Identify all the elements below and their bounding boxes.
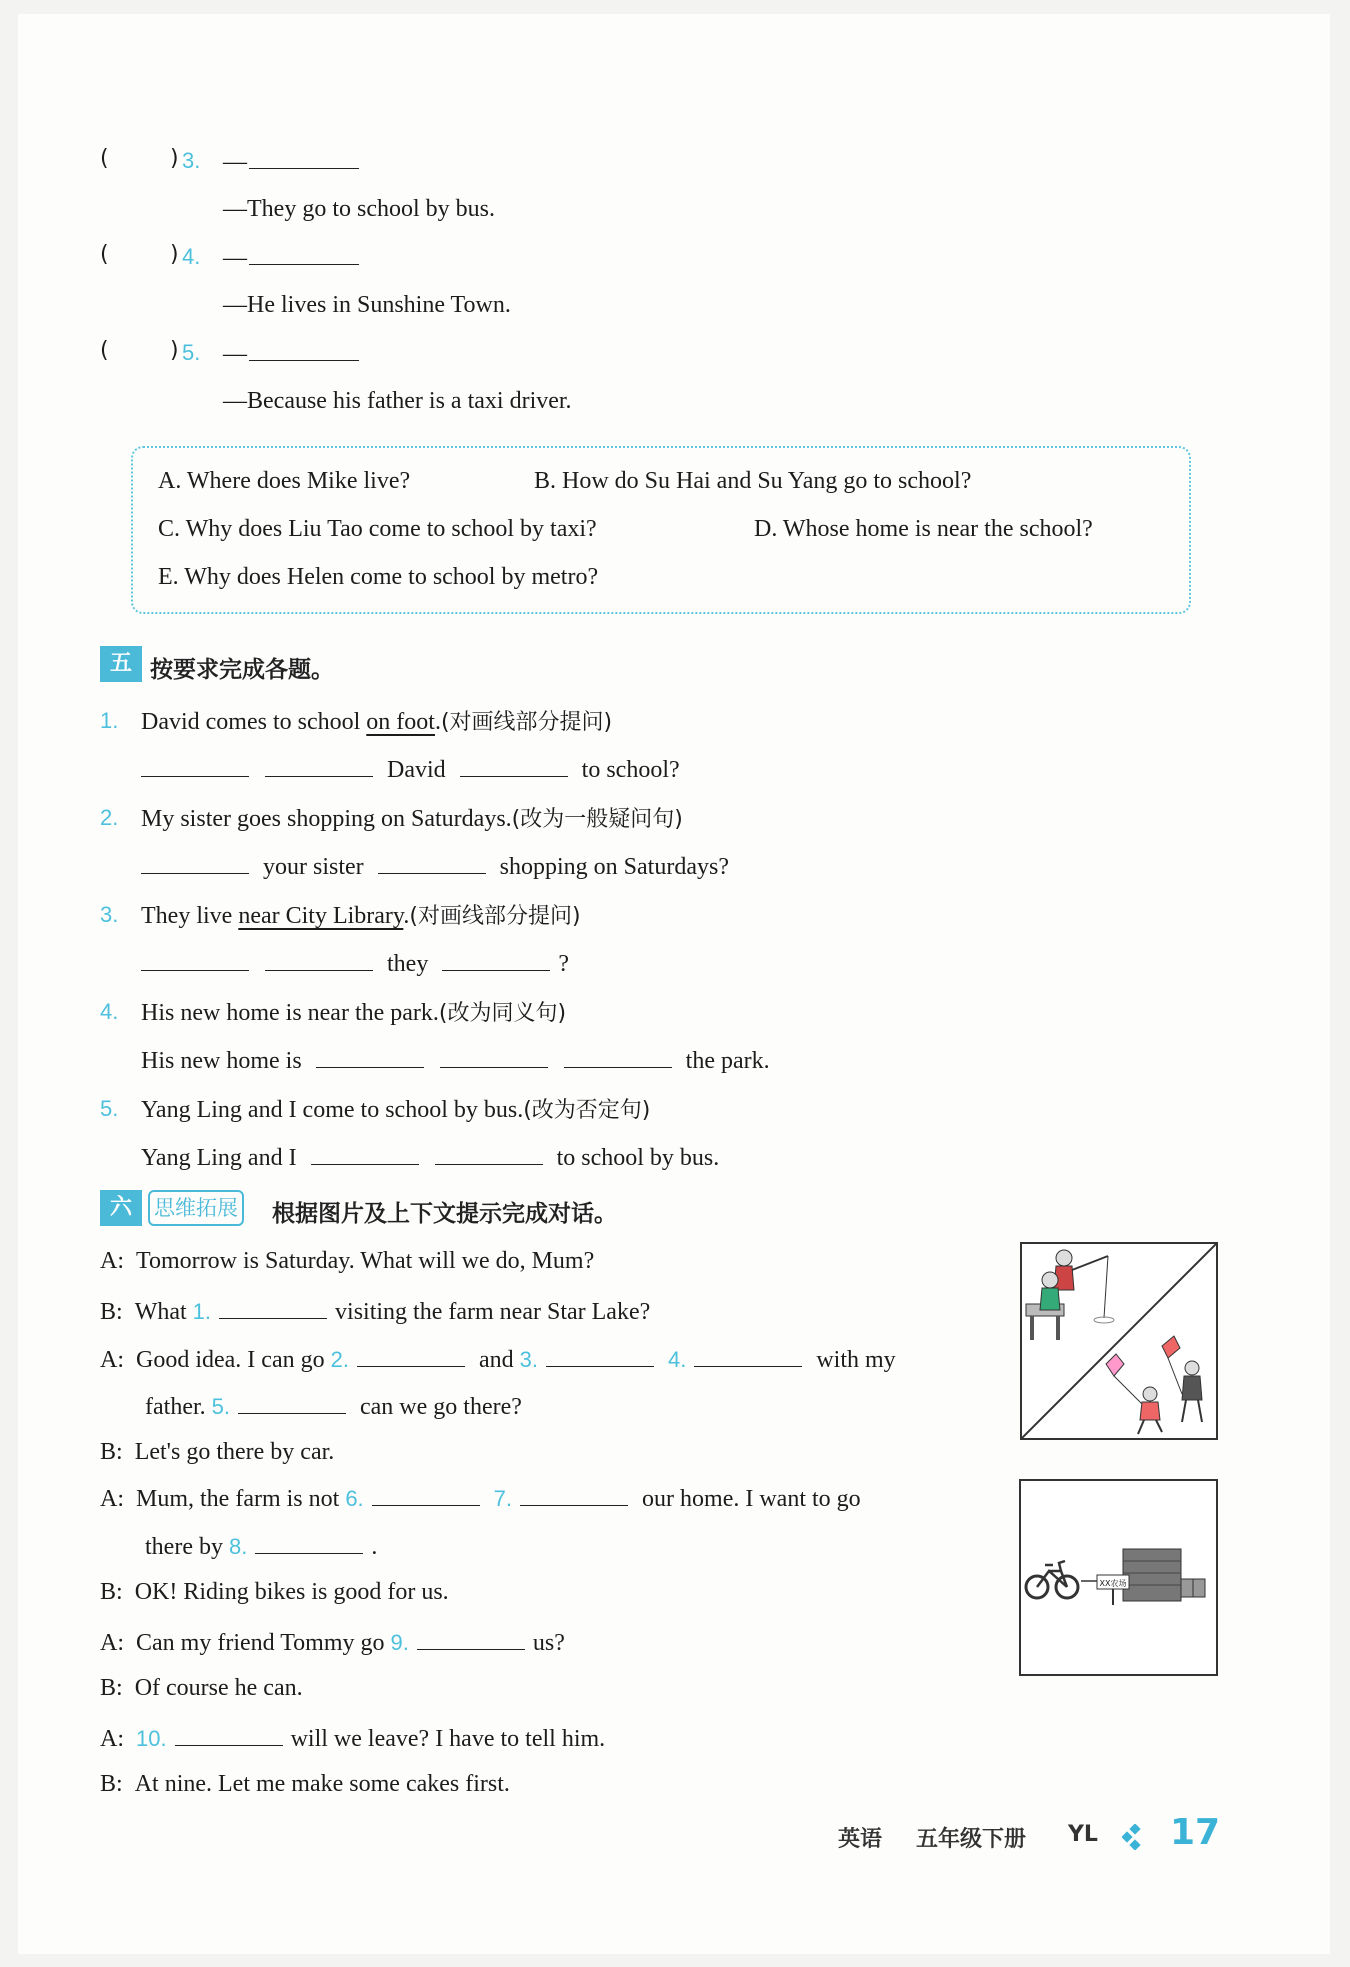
s5-q3-word-they: they bbox=[387, 951, 429, 977]
dialog-text: What bbox=[134, 1299, 187, 1325]
dialog-text: and bbox=[478, 1347, 514, 1373]
dialog-blank-2[interactable] bbox=[357, 1344, 465, 1367]
s5-q5-number: 5. bbox=[100, 1096, 119, 1121]
option-e: E. Why does Helen come to school by metro? bbox=[158, 564, 599, 590]
q4-question-line bbox=[223, 242, 367, 272]
footer-subject: 英语 bbox=[838, 1827, 883, 1852]
dialog-text: can we go there? bbox=[360, 1394, 522, 1420]
q5-paren-close: ) bbox=[170, 338, 179, 363]
q4-answer: —He lives in Sunshine Town. bbox=[223, 292, 511, 318]
s5-q5-text bbox=[141, 1093, 650, 1124]
blank-number-3: 3. bbox=[519, 1347, 538, 1372]
s5-q1-blank-1[interactable] bbox=[141, 754, 249, 777]
option-b: B. How do Su Hai and Su Yang go to school? bbox=[534, 468, 972, 494]
blank-number-7: 7. bbox=[493, 1486, 513, 1511]
blank-number-5: 5. bbox=[211, 1394, 230, 1419]
footer-grade: 五年级下册 bbox=[916, 1827, 1027, 1852]
options-box bbox=[131, 446, 1191, 614]
page-number: 17 bbox=[1170, 1812, 1221, 1853]
dialog-line-1 bbox=[100, 1248, 594, 1275]
blank-number-2: 2. bbox=[330, 1347, 349, 1372]
speaker-label: B: bbox=[100, 1299, 123, 1325]
blank-number-1: 1. bbox=[192, 1299, 212, 1324]
q3-dash: — bbox=[223, 149, 247, 175]
s5-q5-answer-line bbox=[141, 1142, 719, 1172]
option-c: C. Why does Liu Tao come to school by taxi? bbox=[158, 516, 597, 542]
s5-q1-answer-line bbox=[133, 754, 680, 784]
s5-q4-requirement: (改为同义句) bbox=[438, 1001, 567, 1026]
s5-q1-text-pre: David comes to school bbox=[141, 709, 367, 735]
s5-q4-text bbox=[141, 996, 566, 1027]
footer-edition: YL bbox=[1068, 1822, 1098, 1847]
speaker-label: B: bbox=[100, 1771, 123, 1797]
q3-answer: —They go to school by bus. bbox=[223, 196, 495, 222]
dialog-line-9 bbox=[100, 1627, 565, 1657]
s5-q4-answer-line bbox=[141, 1045, 770, 1075]
dialog-line-7 bbox=[145, 1531, 377, 1561]
s5-q3-question-mark: ? bbox=[558, 951, 569, 977]
s5-q2-blank-1[interactable] bbox=[141, 851, 249, 874]
section6-badge: 六 bbox=[100, 1190, 142, 1226]
s5-q5-suffix: to school by bus. bbox=[556, 1145, 720, 1171]
dialog-text: there by bbox=[145, 1534, 223, 1560]
section6-tag: 思维拓展 bbox=[148, 1190, 244, 1226]
speaker-label: A: bbox=[100, 1248, 124, 1274]
speaker-label: B: bbox=[100, 1579, 123, 1605]
dialog-blank-5[interactable] bbox=[238, 1391, 346, 1414]
speaker-label: B: bbox=[100, 1675, 123, 1701]
dialog-line-6 bbox=[100, 1483, 861, 1513]
speaker-label: A: bbox=[100, 1630, 124, 1656]
dialog-text: . bbox=[371, 1534, 378, 1560]
s5-q4-number: 4. bbox=[100, 999, 119, 1024]
s5-q5-requirement: (改为否定句) bbox=[523, 1098, 651, 1123]
q3-question-line bbox=[223, 146, 367, 176]
s5-q5-blank-2[interactable] bbox=[435, 1142, 543, 1165]
s5-q3-text bbox=[141, 899, 581, 930]
q3-blank[interactable] bbox=[249, 146, 359, 169]
section5-badge: 五 bbox=[100, 646, 142, 682]
q3-paren-open: ( bbox=[100, 146, 109, 171]
dialog-blank-9[interactable] bbox=[417, 1627, 525, 1650]
section6-title: 根据图片及上下文提示完成对话。 bbox=[272, 1201, 617, 1227]
diamond-logo-icon bbox=[1122, 1824, 1148, 1855]
farm-sign-text: XX农场 bbox=[1099, 1579, 1127, 1588]
s5-q4-sentence: His new home is near the park. bbox=[141, 1000, 439, 1026]
picture-fishing-kite bbox=[1020, 1242, 1218, 1440]
dialog-blank-1[interactable] bbox=[219, 1296, 327, 1319]
q3-paren-close: ) bbox=[170, 146, 179, 171]
dialog-line-11 bbox=[100, 1723, 605, 1753]
q3-number: 3. bbox=[182, 148, 201, 173]
dialog-line-8 bbox=[100, 1579, 449, 1606]
blank-number-4: 4. bbox=[667, 1347, 687, 1372]
dialog-text: us? bbox=[532, 1630, 565, 1656]
s5-q3-blank-2[interactable] bbox=[265, 948, 373, 971]
dialog-line-3 bbox=[100, 1344, 896, 1374]
s5-q1-text bbox=[141, 705, 612, 736]
dialog-line-12 bbox=[100, 1771, 510, 1798]
q4-blank[interactable] bbox=[249, 242, 359, 265]
s5-q1-blank-2[interactable] bbox=[265, 754, 373, 777]
q4-number: 4. bbox=[182, 244, 201, 269]
q4-paren-close: ) bbox=[170, 242, 179, 267]
q5-paren-open: ( bbox=[100, 338, 109, 363]
dialog-text: OK! Riding bikes is good for us. bbox=[134, 1579, 449, 1605]
dialog-text: Of course he can. bbox=[134, 1675, 303, 1701]
s5-q2-answer-line bbox=[133, 851, 729, 881]
dialog-line-4 bbox=[145, 1391, 522, 1421]
s5-q3-underlined: near City Library bbox=[238, 903, 404, 929]
dialog-blank-4[interactable] bbox=[694, 1344, 802, 1367]
dialog-line-5 bbox=[100, 1439, 334, 1466]
speaker-label: B: bbox=[100, 1439, 123, 1465]
s5-q4-blank-2[interactable] bbox=[440, 1045, 548, 1068]
s5-q2-word-2: shopping on Saturdays? bbox=[499, 854, 729, 880]
dialog-text: will we leave? I have to tell him. bbox=[290, 1726, 606, 1752]
dialog-text: Tomorrow is Saturday. What will we do, Mum? bbox=[136, 1248, 595, 1274]
blank-number-9: 9. bbox=[390, 1630, 409, 1655]
s5-q2-word-1: your sister bbox=[263, 854, 364, 880]
s5-q1-number: 1. bbox=[100, 708, 119, 733]
section5-title: 按要求完成各题。 bbox=[150, 657, 334, 683]
s5-q4-blank-3[interactable] bbox=[564, 1045, 672, 1068]
blank-number-10: 10. bbox=[136, 1726, 167, 1751]
s5-q3-requirement: (对画线部分提问) bbox=[409, 904, 581, 929]
dialog-text: Good idea. I can go bbox=[136, 1347, 325, 1373]
dialog-text: with my bbox=[816, 1347, 896, 1373]
fishing-kite-illustration bbox=[1022, 1244, 1216, 1438]
s5-q2-sentence: My sister goes shopping on Saturdays. bbox=[141, 806, 512, 832]
blank-number-6: 6. bbox=[345, 1486, 364, 1511]
bike-farm-illustration bbox=[1021, 1481, 1216, 1674]
q5-question-line bbox=[223, 338, 367, 368]
q5-answer: —Because his father is a taxi driver. bbox=[223, 388, 572, 414]
dialog-blank-8[interactable] bbox=[255, 1531, 363, 1554]
s5-q4-suffix: the park. bbox=[685, 1048, 770, 1074]
s5-q4-prefix: His new home is bbox=[141, 1048, 302, 1074]
s5-q1-word-end: to school? bbox=[581, 757, 680, 783]
dialog-text: Can my friend Tommy go bbox=[136, 1630, 385, 1656]
s5-q4-blank-1[interactable] bbox=[316, 1045, 424, 1068]
s5-q2-text bbox=[141, 802, 683, 833]
s5-q2-requirement: (改为一般疑问句) bbox=[511, 807, 683, 832]
dialog-text: father. bbox=[145, 1394, 206, 1420]
dialog-text: Mum, the farm is not bbox=[136, 1486, 340, 1512]
dialog-line-10 bbox=[100, 1675, 303, 1702]
dialog-blank-10[interactable] bbox=[175, 1723, 283, 1746]
option-a: A. Where does Mike live? bbox=[158, 468, 411, 494]
dialog-text: visiting the farm near Star Lake? bbox=[335, 1299, 651, 1325]
speaker-label: A: bbox=[100, 1726, 124, 1752]
q5-blank[interactable] bbox=[249, 338, 359, 361]
dialog-text: our home. I want to go bbox=[642, 1486, 861, 1512]
dialog-blank-3[interactable] bbox=[546, 1344, 654, 1367]
s5-q1-text-post: . bbox=[434, 709, 441, 735]
s5-q3-text-post: . bbox=[403, 903, 410, 929]
blank-number-8: 8. bbox=[228, 1534, 248, 1559]
s5-q1-underlined: on foot bbox=[366, 709, 435, 735]
s5-q3-text-pre: They live bbox=[141, 903, 239, 929]
dialog-line-2 bbox=[100, 1296, 650, 1326]
s5-q5-sentence: Yang Ling and I come to school by bus. bbox=[141, 1097, 524, 1123]
picture-bike-to-farm bbox=[1019, 1479, 1218, 1676]
s5-q3-number: 3. bbox=[100, 902, 119, 927]
s5-q1-word-david: David bbox=[387, 757, 446, 783]
dialog-text: At nine. Let me make some cakes first. bbox=[134, 1771, 510, 1797]
s5-q3-blank-3[interactable] bbox=[442, 948, 550, 971]
q4-paren-open: ( bbox=[100, 242, 109, 267]
speaker-label: A: bbox=[100, 1486, 124, 1512]
s5-q3-answer-line bbox=[133, 948, 569, 978]
dialog-blank-7[interactable] bbox=[520, 1483, 628, 1506]
s5-q1-requirement: (对画线部分提问) bbox=[440, 710, 613, 735]
dialog-blank-6[interactable] bbox=[372, 1483, 480, 1506]
option-d: D. Whose home is near the school? bbox=[754, 516, 1093, 542]
q4-dash: — bbox=[223, 245, 247, 271]
dialog-text: Let's go there by car. bbox=[134, 1439, 335, 1465]
s5-q3-blank-1[interactable] bbox=[141, 948, 249, 971]
s5-q1-blank-3[interactable] bbox=[460, 754, 568, 777]
s5-q5-blank-1[interactable] bbox=[311, 1142, 419, 1165]
q5-dash: — bbox=[223, 341, 247, 367]
s5-q2-blank-2[interactable] bbox=[378, 851, 486, 874]
s5-q5-prefix: Yang Ling and I bbox=[141, 1145, 297, 1171]
speaker-label: A: bbox=[100, 1347, 124, 1373]
s5-q2-number: 2. bbox=[100, 805, 119, 830]
q5-number: 5. bbox=[182, 340, 201, 365]
